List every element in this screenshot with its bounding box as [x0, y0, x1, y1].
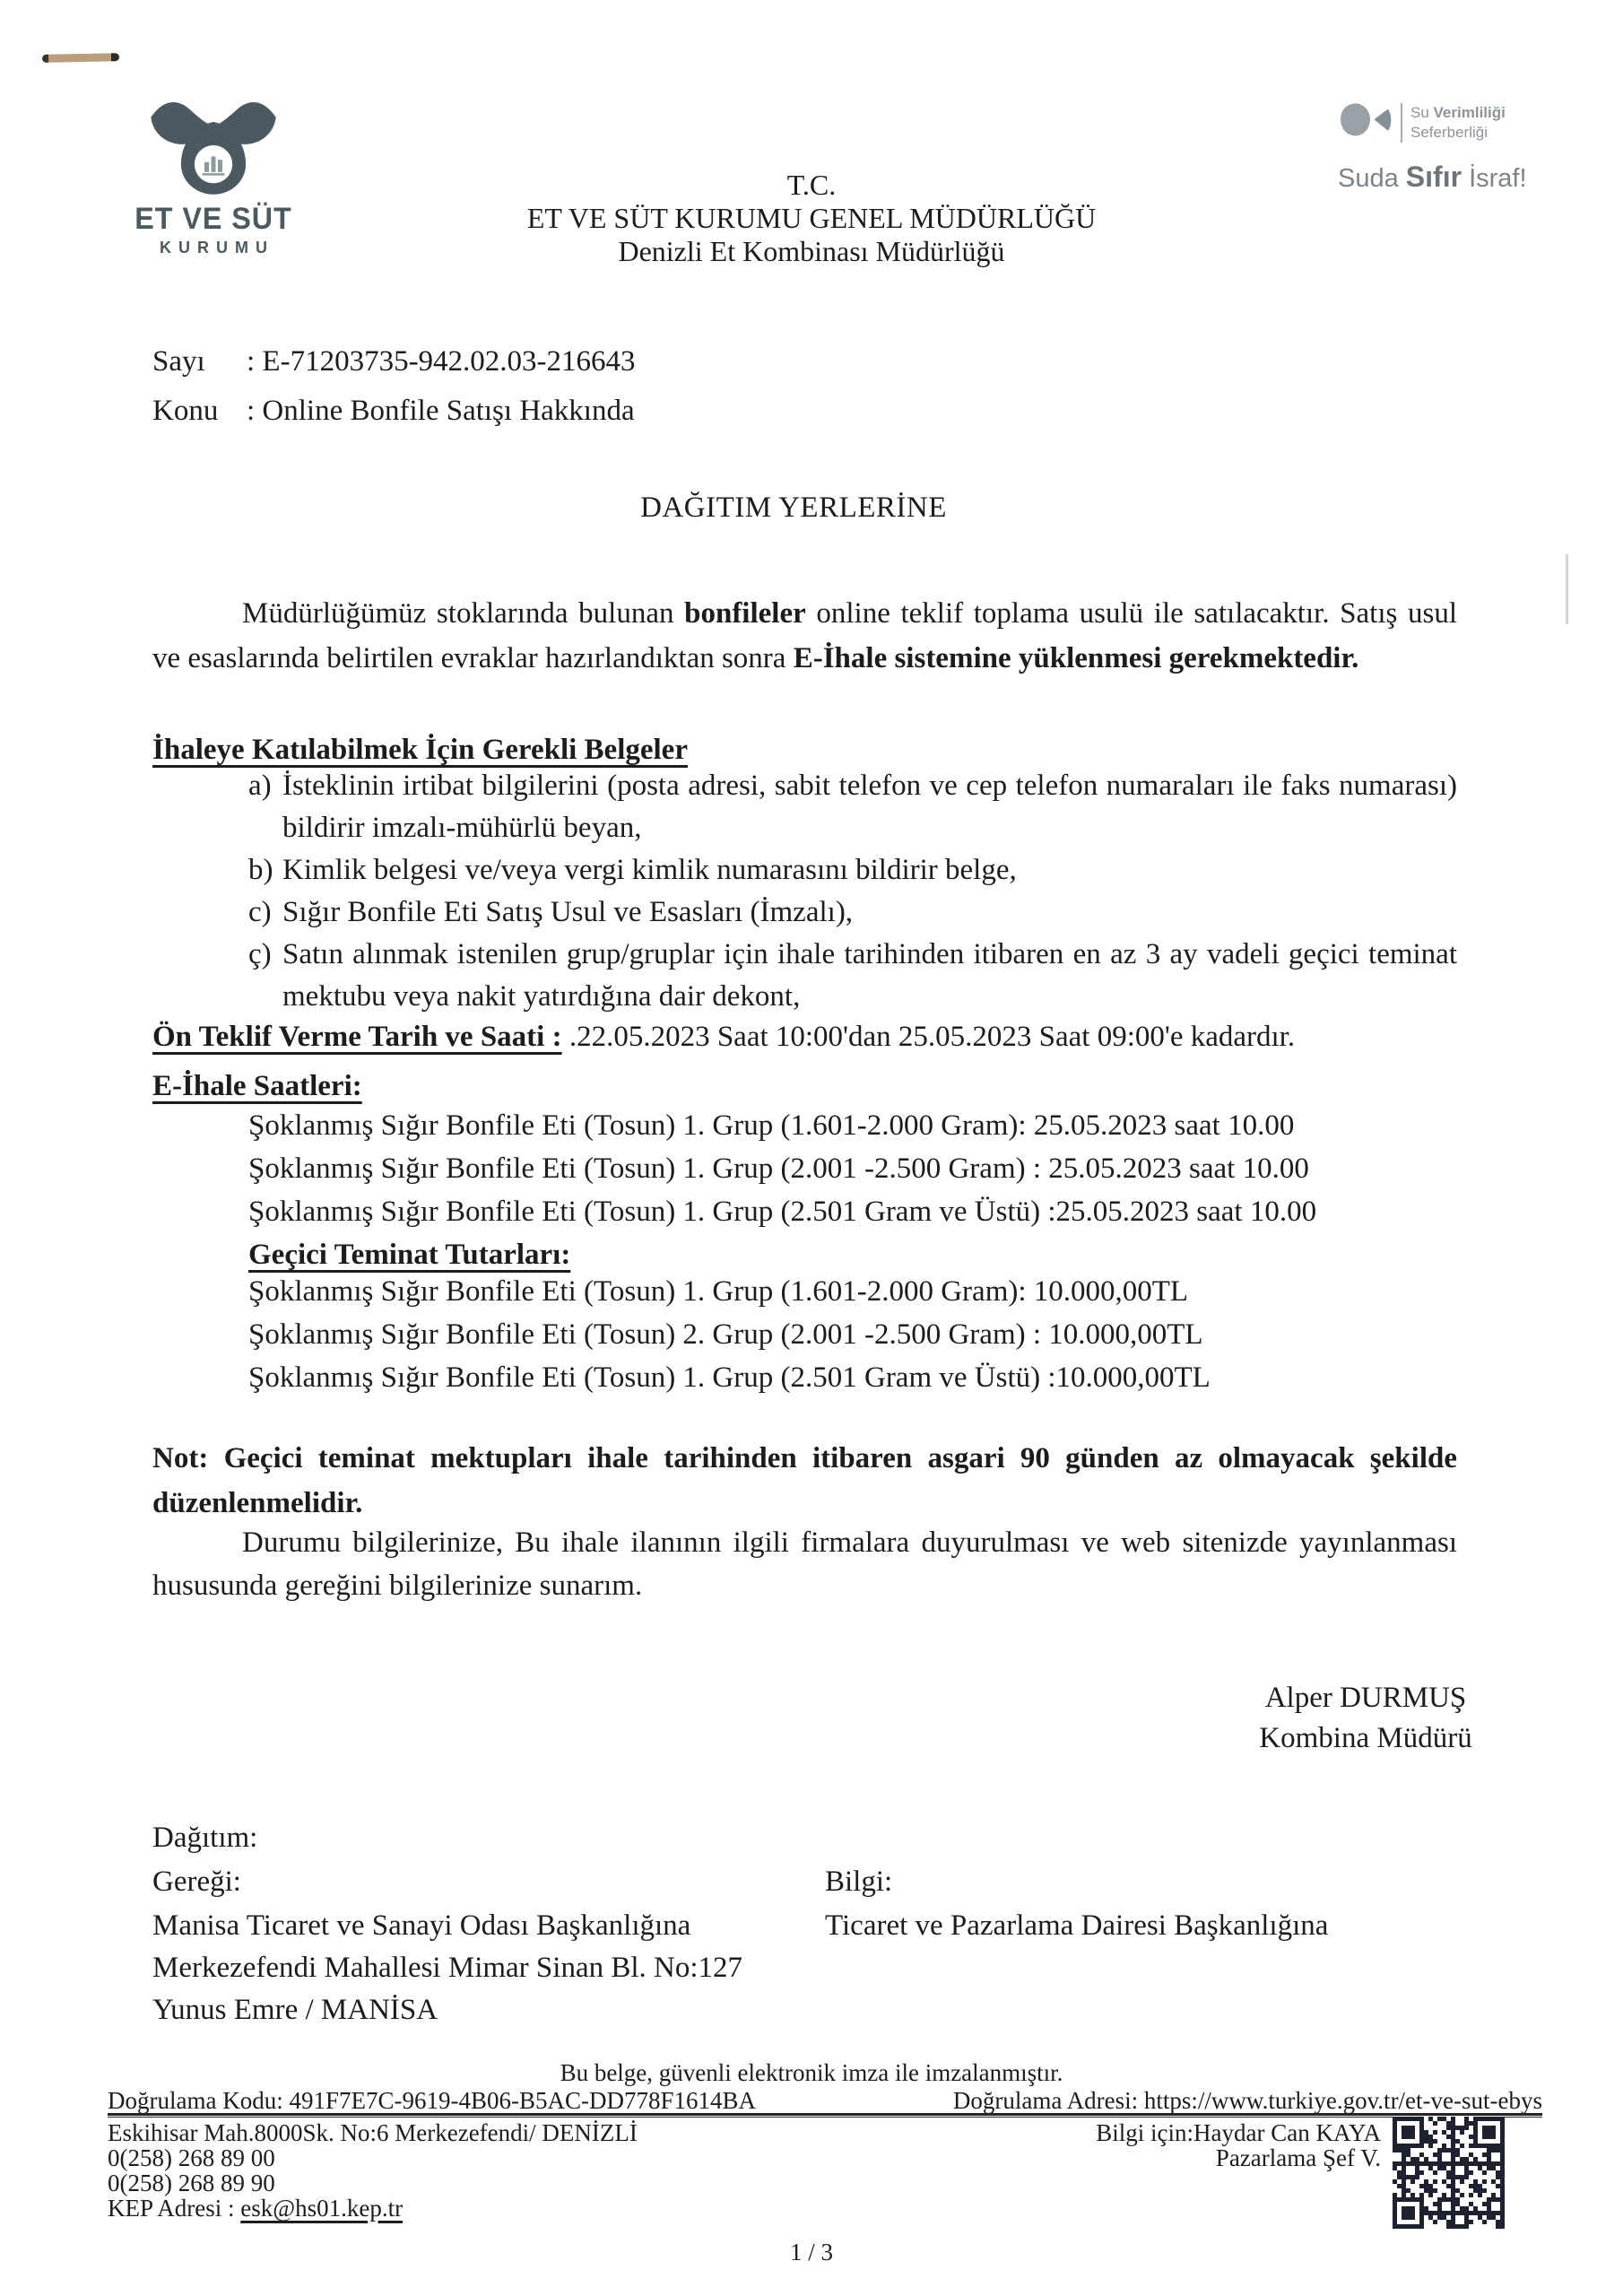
distribution-line: Merkezefendi Mahallesi Mimar Sinan Bl. No:127 [152, 1952, 743, 1984]
signer-name: Alper DURMUŞ [1264, 1682, 1467, 1714]
footer-phone-1: 0(258) 268 89 00 [108, 2144, 275, 2171]
konu-value: : Online Bonfile Satışı Hakkında [247, 395, 635, 427]
konu-label: Konu [152, 395, 219, 427]
qr-code-icon [1393, 2117, 1505, 2229]
water-efficiency-logo [1338, 97, 1544, 194]
verification-code: Doğrulama Kodu: 491F7E7C-9619-4B06-B5AC-DD778F1614BA [108, 2087, 756, 2114]
distribution-line: Ticaret ve Pazarlama Dairesi Başkanlığına [825, 1909, 1329, 1942]
scan-artifact-dash [42, 53, 119, 63]
scan-artifact-edge-line [1566, 554, 1568, 624]
verification-address: Doğrulama Adresi: https://www.turkiye.gov.tr/et-ve-sut-ebys [952, 2087, 1542, 2114]
deposit-item: Şoklanmış Sığır Bonfile Eti (Tosun) 1. Grup (2.501 Gram ve Üstü) :10.000,00TL [248, 1361, 1211, 1394]
deposit-item: Şoklanmış Sığır Bonfile Eti (Tosun) 1. Grup (1.601-2.000 Gram): 10.000,00TL [248, 1275, 1189, 1308]
closing-paragraph: Durumu bilgilerinize, Bu ihale ilanının ilgili firmalara duyurulması ve web sitenizde yayınlanması hususunda gereğini bilgilerinize sunarım. [152, 1526, 1457, 1602]
docs-heading: İhaleye Katılabilmek İçin Gerekli Belgeler [152, 734, 688, 766]
org-logo-subname: KURUMU [160, 239, 274, 257]
meta-sayi-row [152, 337, 636, 387]
kep-address: esk@hs01.kep.tr [240, 2195, 404, 2222]
document-meta [152, 337, 636, 436]
sayi-label: Sayı [152, 345, 205, 378]
kep-label: KEP Adresi : [108, 2195, 241, 2222]
distribution-heading: Dağıtım: [152, 1822, 258, 1854]
auction-item: Şoklanmış Sığır Bonfile Eti (Tosun) 1. Grup (1.601-2.000 Gram): 25.05.2023 saat 10.00 [248, 1109, 1295, 1142]
sayi-value: : E-71203735-942.02.03-216643 [247, 345, 636, 378]
distribution-line: Manisa Ticaret ve Sanayi Odası Başkanlığına [152, 1909, 691, 1942]
deposit-heading: Geçici Teminat Tutarları: [248, 1239, 571, 1271]
doc-item-c: c) Sığır Bonfile Eti Satış Usul ve Esasları (İmzalı), [248, 896, 854, 928]
auction-items [248, 1104, 1316, 1233]
signer-title: Kombina Müdürü [1259, 1722, 1472, 1754]
page-number: 1 / 3 [789, 2239, 833, 2266]
prebid-label: Ön Teklif Verme Tarih ve Saati : [152, 1021, 562, 1053]
distribution-right-list [825, 1905, 1328, 1947]
meta-konu-row [152, 387, 636, 436]
footer-phone-2: 0(258) 268 89 90 [108, 2170, 275, 2196]
water-slogan: Suda Sıfır İsraf! [1338, 161, 1527, 193]
letterhead-branch: Denizli Et Kombinası Müdürlüğü [618, 235, 1005, 267]
distribution-left-list [152, 1905, 742, 2031]
prebid-line [152, 1014, 1295, 1059]
doc-item-cc: ç) Satın alınmak istenilen grup/gruplar için ihale tarihinden itibaren en az 3 ay vadeli geçici teminat mektubu veya nakit yatırdığına dair dekont, [248, 938, 1457, 1013]
deposit-items [248, 1270, 1211, 1399]
footer-address-block [108, 2120, 638, 2221]
distribution-bilgi: Bilgi: [825, 1866, 893, 1898]
doc-item-b: b) Kimlik belgesi ve/veya vergi kimlik numarasını bildirir belge, [248, 854, 1017, 886]
footer-contact-person: Bilgi için:Haydar Can KAYA [1096, 2119, 1381, 2146]
recipient-heading: DAĞITIM YERLERİNE [640, 491, 947, 524]
signature-block [1141, 1678, 1590, 1759]
auction-item: Şoklanmış Sığır Bonfile Eti (Tosun) 1. Grup (2.501 Gram ve Üstü) :25.05.2023 saat 10.00 [248, 1196, 1317, 1228]
prebid-value: .22.05.2023 Saat 10:00'dan 25.05.2023 Saat 09:00'e kadardır. [561, 1021, 1296, 1053]
verification-row [108, 2087, 1542, 2115]
doc-item-a: a) İsteklinin irtibat bilgilerini (posta adresi, sabit telefon ve cep telefon numaraları ile faks numarası) bildirir imzalı-mühürlü beyan, [248, 770, 1457, 844]
org-logo-name: ET VE SÜT [135, 202, 292, 236]
distribution-line: Yunus Emre / MANİSA [152, 1994, 438, 2026]
footer-contact-title: Pazarlama Şef V. [1215, 2144, 1381, 2171]
footer-contact-block [897, 2120, 1381, 2170]
water-drop-icon [1338, 97, 1393, 148]
footer-divider [108, 2113, 1542, 2118]
deposit-item: Şoklanmış Sığır Bonfile Eti (Tosun) 2. Grup (2.001 -2.500 Gram) : 10.000,00TL [248, 1318, 1203, 1351]
auction-heading: E-İhale Saatleri: [152, 1070, 362, 1102]
esign-note: Bu belge, güvenli elektronik imza ile imzalanmıştır. [560, 2059, 1063, 2086]
auction-item: Şoklanmış Sığır Bonfile Eti (Tosun) 1. Grup (2.001 -2.500 Gram) : 25.05.2023 saat 10.00 [248, 1152, 1309, 1185]
intro-paragraph: Müdürlüğümüz stoklarında bulunan bonfileler online teklif toplama usulü ile satılacaktır. Satış usul ve esaslarında belirtilen evraklar hazırlandıktan sonra E-İhale sistemine yüklenmesi gerekmektedir. [152, 597, 1457, 674]
letterhead-institution: ET VE SÜT KURUMU GENEL MÜDÜRLÜĞÜ [526, 202, 1097, 234]
footer-address: Eskihisar Mah.8000Sk. No:6 Merkezefendi/ DENİZLİ [108, 2119, 638, 2146]
docs-list [248, 765, 1457, 1018]
distribution-geregi: Gereği: [152, 1866, 241, 1898]
water-tagline-1: Su Verimliliği [1410, 103, 1506, 121]
note-paragraph: Not: Geçici teminat mektupları ihale tarihinden itibaren asgari 90 günden az olmayacak şekilde düzenlenmelidir. [152, 1442, 1457, 1519]
footer-kep-row [108, 2196, 638, 2221]
water-tagline-2: Seferberliği [1410, 123, 1488, 141]
letterhead-tc: T.C. [786, 169, 837, 201]
